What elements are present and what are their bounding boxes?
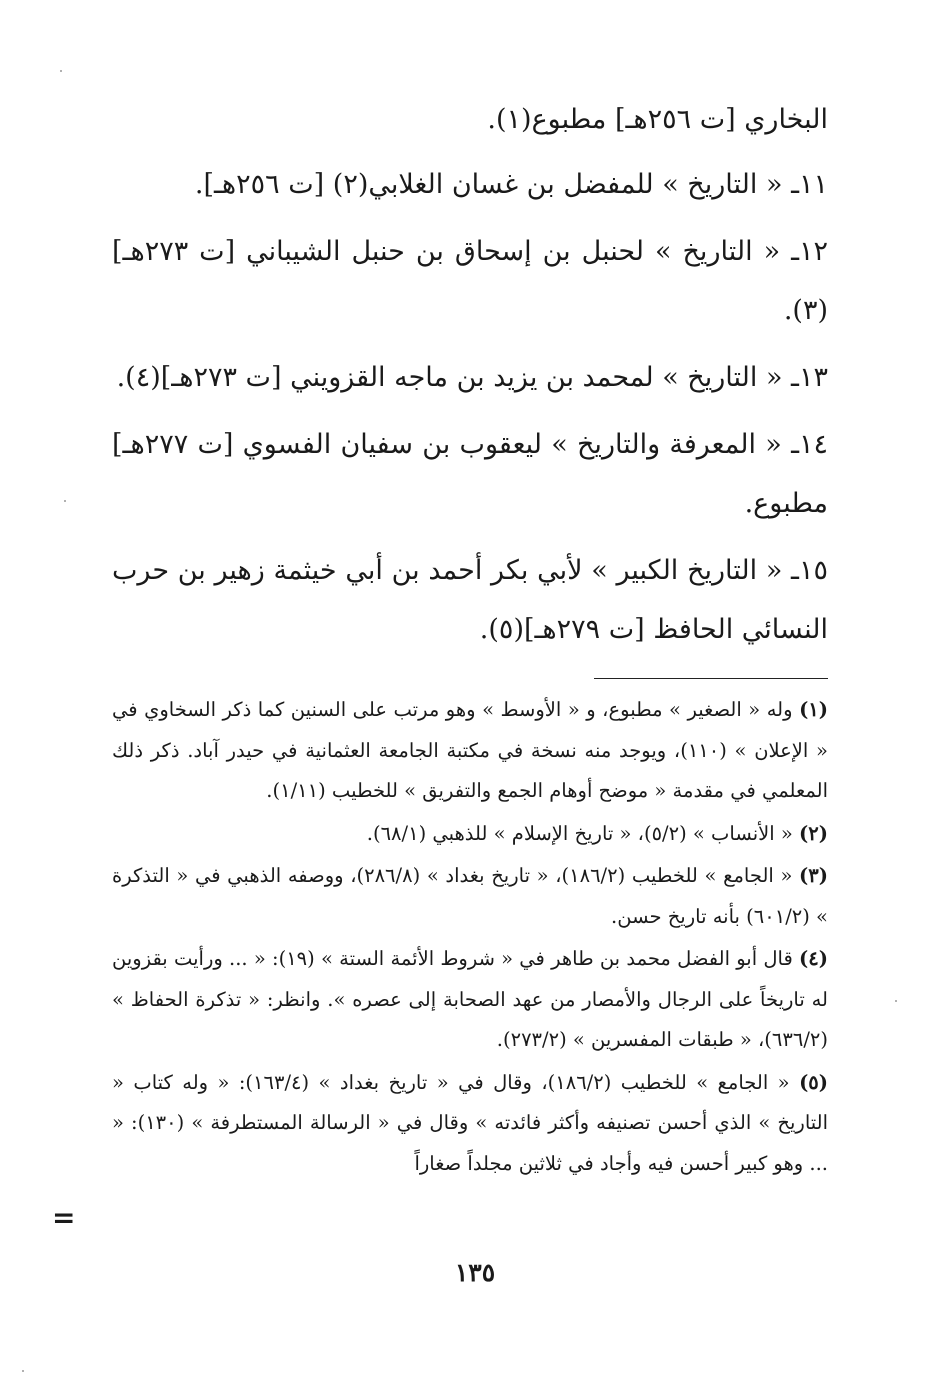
footnote-text: « الجامع » للخطيب (١٨٦/٢)، « تاريخ بغداد » (٢٨٦/٨)، ووصفه الذهبي في « التذكرة » (٦٠١/٢) بأنه تاريخ حسن.: [112, 864, 828, 928]
footnote-number: (٢): [799, 821, 828, 845]
scan-speck: [64, 500, 66, 502]
footnote-text: وله « الصغير » مطبوع، و « الأوسط » وهو مرتب على السنين كما ذكر السخاوي في « الإعلان » (١١٠)، ويوجد منه نسخة في مكتبة الجامعة العثمانية في حيدر آباد. ذكر ذلك المعلمي في مقدمة « موضح أوهام الجمع والتفريق » للخطيب (١/١١).: [112, 698, 828, 802]
continuation-mark: =: [52, 1201, 74, 1234]
main-text: [112, 90, 828, 667]
page-number: ١٣٥: [454, 1258, 496, 1287]
footnotes: [112, 690, 828, 1186]
list-item-11: ١١ـ « التاريخ » للمفضل بن غسان الغلابي(٢) [ت ٢٥٦هـ].: [194, 169, 828, 200]
paragraph-continuation: البخاري [ت ٢٥٦هـ] مطبوع(١).: [487, 104, 828, 135]
footnote-separator: [594, 678, 828, 679]
footnote-3: [112, 856, 828, 937]
scan-speck: [895, 1000, 897, 1002]
footnote-2: [112, 814, 828, 855]
list-item-15: ١٥ـ « التاريخ الكبير » لأبي بكر أحمد بن أبي خيثمة زهير بن حرب النسائي الحافظ [ت ٢٧٩هـ](٥).: [112, 555, 828, 645]
footnote-text: « الجامع » للخطيب (١٨٦/٢)، وقال في « تاريخ بغداد » (١٦٣/٤): « وله كتاب « التاريخ » الذي أحسن تصنيفه وأكثر فائدته » وقال في « الرسالة المستطرفة » (١٣٠): « ... وهو كبير أحسن فيه وأجاد في ثلاثين مجلداً صغاراً: [112, 1070, 828, 1175]
footnote-number: (١): [799, 698, 829, 721]
list-item-13: ١٣ـ « التاريخ » لمحمد بن يزيد بن ماجه القزويني [ت ٢٧٣هـ](٤).: [116, 362, 828, 393]
scan-speck: [60, 70, 62, 72]
list-item-14: ١٤ـ « المعرفة والتاريخ » ليعقوب بن سفيان الفسوي [ت ٢٧٧هـ] مطبوع.: [112, 429, 828, 519]
footnote-number: (٥): [799, 1070, 829, 1094]
footnote-1: [112, 690, 828, 812]
scan-speck: [22, 1370, 24, 1372]
footnote-4: [112, 939, 828, 1061]
list-item-12: ١٢ـ « التاريخ » لحنبل بن إسحاق بن حنبل الشيباني [ت ٢٧٣هـ](٣).: [112, 236, 828, 326]
footnote-text: قال أبو الفضل محمد بن طاهر في « شروط الأئمة الستة » (١٩): « ... ورأيت بقزوين له تاريخاً على الرجال والأمصار من عهد الصحابة إلى عصره ». وانظر: « تذكرة الحفاظ » (٦٣٦/٢)، « طبقات المفسرين » (٢٧٣/٢).: [112, 947, 828, 1051]
footnote-number: (٤): [799, 947, 828, 970]
footnote-number: (٣): [799, 864, 828, 887]
footnote-text: « الأنساب » (٥/٢)، « تاريخ الإسلام » للذهبي (٦٨/١).: [366, 821, 793, 845]
footnote-5: [112, 1063, 828, 1185]
